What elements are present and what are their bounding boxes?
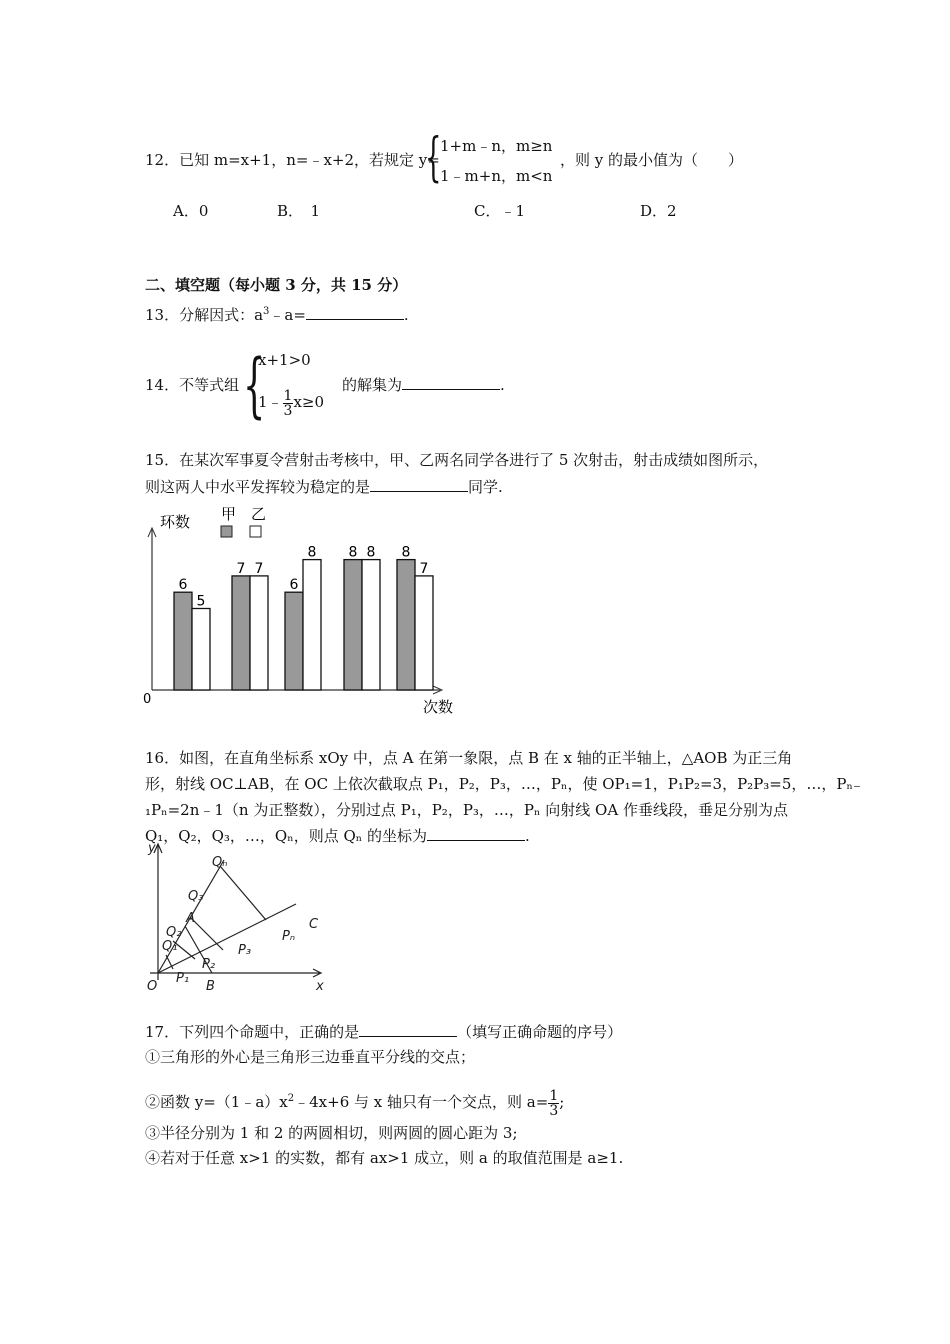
bar-value-label: 6 xyxy=(178,577,188,594)
bar-value-label: 6 xyxy=(289,577,299,594)
bar-yi-1 xyxy=(192,609,210,691)
q14-answer-blank[interactable] xyxy=(402,375,500,390)
q16-line3: ₁Pₙ=2n﹣1（n 为正整数），分别过点 P₁，P₂，P₃，…，Pₙ 向射线 OA 作垂线段，垂足分别为点 xyxy=(145,801,788,819)
q14-case2-a: 1﹣ xyxy=(258,393,283,411)
q12-option-a: A．0 xyxy=(173,202,209,220)
q13-sup: 3 xyxy=(263,306,270,317)
q17-frac-num: 1 xyxy=(549,1087,559,1104)
label-p2: P₂ xyxy=(202,957,216,972)
q16-line2: 形，射线 OC⊥AB，在 OC 上依次截取点 P₁，P₂，P₃，…，Pₙ，使 OP₁=1，P₁P₂=3，P₂P₃=5，…，Pₙ₋ xyxy=(145,775,861,793)
label-q2: Q₂ xyxy=(166,925,182,940)
q15-line2-text: 则这两人中水平发挥较为稳定的是 xyxy=(145,478,371,496)
q14-frac-den: 3 xyxy=(283,402,293,419)
q17-item2-b: ﹣4x+6 与 x 轴只有一个交点，则 a= xyxy=(294,1093,549,1111)
bar-value-label: 8 xyxy=(366,544,376,561)
bar-jia-4 xyxy=(344,560,362,690)
label-qn: Qₙ xyxy=(212,855,228,870)
legend-label-jia: 甲 xyxy=(221,505,237,523)
q14-frac-num: 1 xyxy=(283,387,293,404)
q13 xyxy=(145,302,409,325)
bars-group xyxy=(174,545,433,690)
bar-value-label: 7 xyxy=(236,560,246,577)
bar-yi-5 xyxy=(415,576,433,690)
bar-value-label: 5 xyxy=(196,593,206,610)
q16-line4-text: Q₁，Q₂，Q₃，…，Qₙ，则点 Qₙ 的坐标为 xyxy=(145,827,428,845)
coordinate-figure xyxy=(140,840,340,1000)
q17-stem xyxy=(145,1022,622,1042)
bar-value-label: 8 xyxy=(348,544,358,561)
q17-item2-end: ; xyxy=(559,1093,565,1111)
label-b: B xyxy=(206,979,215,994)
label-y: y xyxy=(148,841,156,856)
q12-brace: { xyxy=(425,128,442,188)
q14-brace: { xyxy=(243,344,266,426)
bar-yi-3 xyxy=(303,560,321,690)
q13-stem: 13．分解因式：a xyxy=(145,306,264,324)
q12-option-c: C．﹣1 xyxy=(474,202,526,220)
label-q1: Q₁ xyxy=(162,939,178,954)
q16-answer-blank[interactable] xyxy=(427,826,525,841)
y-axis-label: 环数 xyxy=(160,513,191,531)
q14-case2 xyxy=(258,385,324,419)
bar-jia-2 xyxy=(232,576,250,690)
bar-yi-2 xyxy=(250,576,268,690)
q14-tail xyxy=(342,375,505,395)
q17-stem-tail: （填写正确命题的序号） xyxy=(457,1023,623,1041)
bar-value-label: 7 xyxy=(254,560,264,577)
bar-jia-1 xyxy=(174,592,192,690)
legend-swatch-jia xyxy=(221,526,232,537)
q13-end: . xyxy=(403,306,409,324)
q17-item2-sup: 2 xyxy=(287,1093,295,1104)
q13-rest: ﹣a= xyxy=(269,306,306,324)
q17-item2-a: ②函数 y=（1﹣a）x xyxy=(145,1093,288,1111)
label-c: C xyxy=(309,917,319,932)
q12-stem-text: 12．已知 m=x+1，n=﹣x+2，若规定 y= xyxy=(145,151,440,169)
q14-tail-text: 的解集为 xyxy=(342,376,403,394)
q17-fraction xyxy=(548,1089,559,1118)
bar-value-label: 7 xyxy=(419,560,429,577)
q12-case2: 1﹣m+n，m<n xyxy=(440,167,553,185)
q17-answer-blank[interactable] xyxy=(359,1022,457,1037)
q14-stem: 14．不等式组 xyxy=(145,376,240,394)
segment-pnqn xyxy=(220,866,266,920)
bar-jia-5 xyxy=(397,560,415,690)
q12-case1: 1+m﹣n，m≥n xyxy=(440,137,553,155)
q16-line1: 16．如图，在直角坐标系 xOy 中，点 A 在第一象限，点 B 在 x 轴的正半轴上，△AOB 为正三角 xyxy=(145,749,793,767)
label-pn: Pₙ xyxy=(282,929,296,944)
q12-tail: ，则 y 的最小值为（ ） xyxy=(560,151,744,169)
label-a: A xyxy=(186,911,195,926)
label-q3: Q₃ xyxy=(188,889,204,904)
label-x: x xyxy=(316,979,324,994)
section-heading: 二、填空题（每小题 3 分，共 15 分） xyxy=(145,276,408,294)
legend-swatch-yi xyxy=(250,526,261,537)
q16-end: . xyxy=(525,827,530,845)
q17-stem-text: 17．下列四个命题中，正确的是 xyxy=(145,1023,360,1041)
q14-fraction xyxy=(283,389,294,418)
legend-label-yi: 乙 xyxy=(251,505,267,523)
q13-answer-blank[interactable] xyxy=(306,305,404,320)
bar-value-label: 8 xyxy=(401,544,411,561)
q17-item1: ①三角形的外心是三角形三边垂直平分线的交点； xyxy=(145,1048,476,1066)
q17-item4: ④若对于任意 x>1 的实数，都有 ax>1 成立，则 a 的取值范围是 a≥1. xyxy=(145,1149,624,1167)
q12-option-b: B． 1 xyxy=(277,202,321,220)
q17-item2 xyxy=(145,1082,564,1119)
x-axis-label: 次数 xyxy=(423,698,454,716)
q14-end: . xyxy=(500,376,505,394)
q15-line2-tail: 同学. xyxy=(468,478,503,496)
bar-yi-4 xyxy=(362,560,380,690)
q14-case2-b: x≥0 xyxy=(293,393,325,411)
q15-line1: 15．在某次军事夏令营射击考核中，甲、乙两名同学各进行了 5 次射击，射击成绩如图所示， xyxy=(145,451,769,469)
origin-label: 0 xyxy=(143,692,152,707)
segment-p3q3 xyxy=(190,917,223,950)
label-o: O xyxy=(147,979,158,994)
q12-stem xyxy=(145,150,440,170)
bar-jia-3 xyxy=(285,592,303,690)
q12-option-d: D．2 xyxy=(640,202,677,220)
bar-value-label: 8 xyxy=(307,544,317,561)
q17-frac-den: 3 xyxy=(549,1102,559,1119)
q14-case1: x+1>0 xyxy=(258,351,311,369)
label-p1: P₁ xyxy=(176,971,190,986)
shooting-bar-chart xyxy=(130,505,470,720)
label-p3: P₃ xyxy=(238,943,252,958)
q15-answer-blank[interactable] xyxy=(370,477,468,492)
q15-line2 xyxy=(145,477,503,497)
q17-item3: ③半径分别为 1 和 2 的两圆相切，则两圆的圆心距为 3; xyxy=(145,1124,518,1142)
